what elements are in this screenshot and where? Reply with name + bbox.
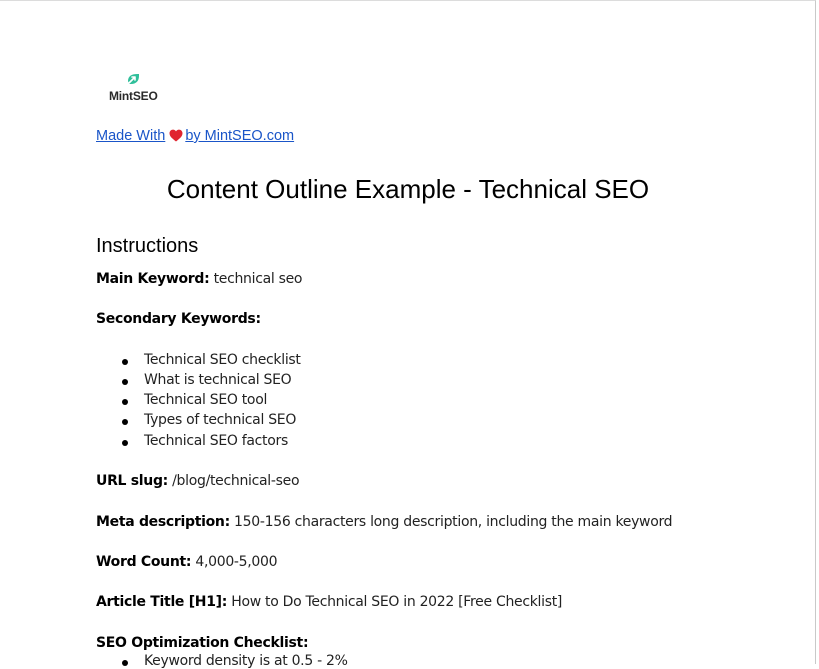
list-item-text: Types of technical SEO [144, 412, 297, 428]
list-item-text: Technical SEO factors [144, 433, 288, 449]
bullet-icon [122, 440, 128, 446]
meta-description-label: Meta description: [96, 514, 230, 530]
mintseo-logo-icon [125, 72, 141, 88]
seo-checklist-line [96, 635, 308, 651]
word-count-value: 4,000-5,000 [195, 554, 278, 570]
made-with-prefix: Made With [96, 128, 166, 144]
article-title-label: Article Title [H1]: [96, 594, 228, 610]
bullet-icon [122, 419, 128, 425]
document-title: Content Outline Example - Technical SEO [166, 174, 650, 204]
meta-description-line [96, 514, 672, 530]
list-item-text: Technical SEO checklist [144, 352, 301, 368]
main-keyword-value: technical seo [213, 271, 303, 287]
word-count-line [96, 554, 277, 570]
url-slug-label: URL slug: [96, 473, 168, 489]
article-title-value: How to Do Technical SEO in 2022 [Free Checklist] [231, 594, 563, 610]
made-with-suffix: by MintSEO.com [185, 128, 295, 144]
heart-icon [169, 129, 183, 142]
seo-checklist-label: SEO Optimization Checklist: [96, 635, 309, 651]
bullet-icon [122, 660, 128, 666]
made-with-link[interactable] [96, 128, 294, 144]
mintseo-logo [109, 72, 159, 104]
word-count-label: Word Count: [96, 554, 192, 570]
bullet-icon [122, 359, 128, 365]
bullet-icon [122, 379, 128, 385]
logo-text: MintSEO [109, 89, 158, 103]
section-heading-instructions: Instructions [96, 235, 199, 257]
secondary-keywords-line [96, 311, 261, 327]
main-keyword-line [96, 271, 302, 287]
meta-description-value: 150-156 characters long description, including the main keyword [234, 514, 673, 530]
url-slug-value: /blog/technical-seo [172, 473, 300, 489]
url-slug-line [96, 473, 299, 489]
secondary-keywords-label: Secondary Keywords: [96, 311, 261, 327]
article-title-line [96, 594, 562, 610]
list-item-text: Technical SEO tool [144, 392, 268, 408]
main-keyword-label: Main Keyword: [96, 271, 210, 287]
list-item-text: Keyword density is at 0.5 - 2% [144, 653, 348, 669]
list-item-text: What is technical SEO [144, 372, 292, 388]
bullet-icon [122, 399, 128, 405]
